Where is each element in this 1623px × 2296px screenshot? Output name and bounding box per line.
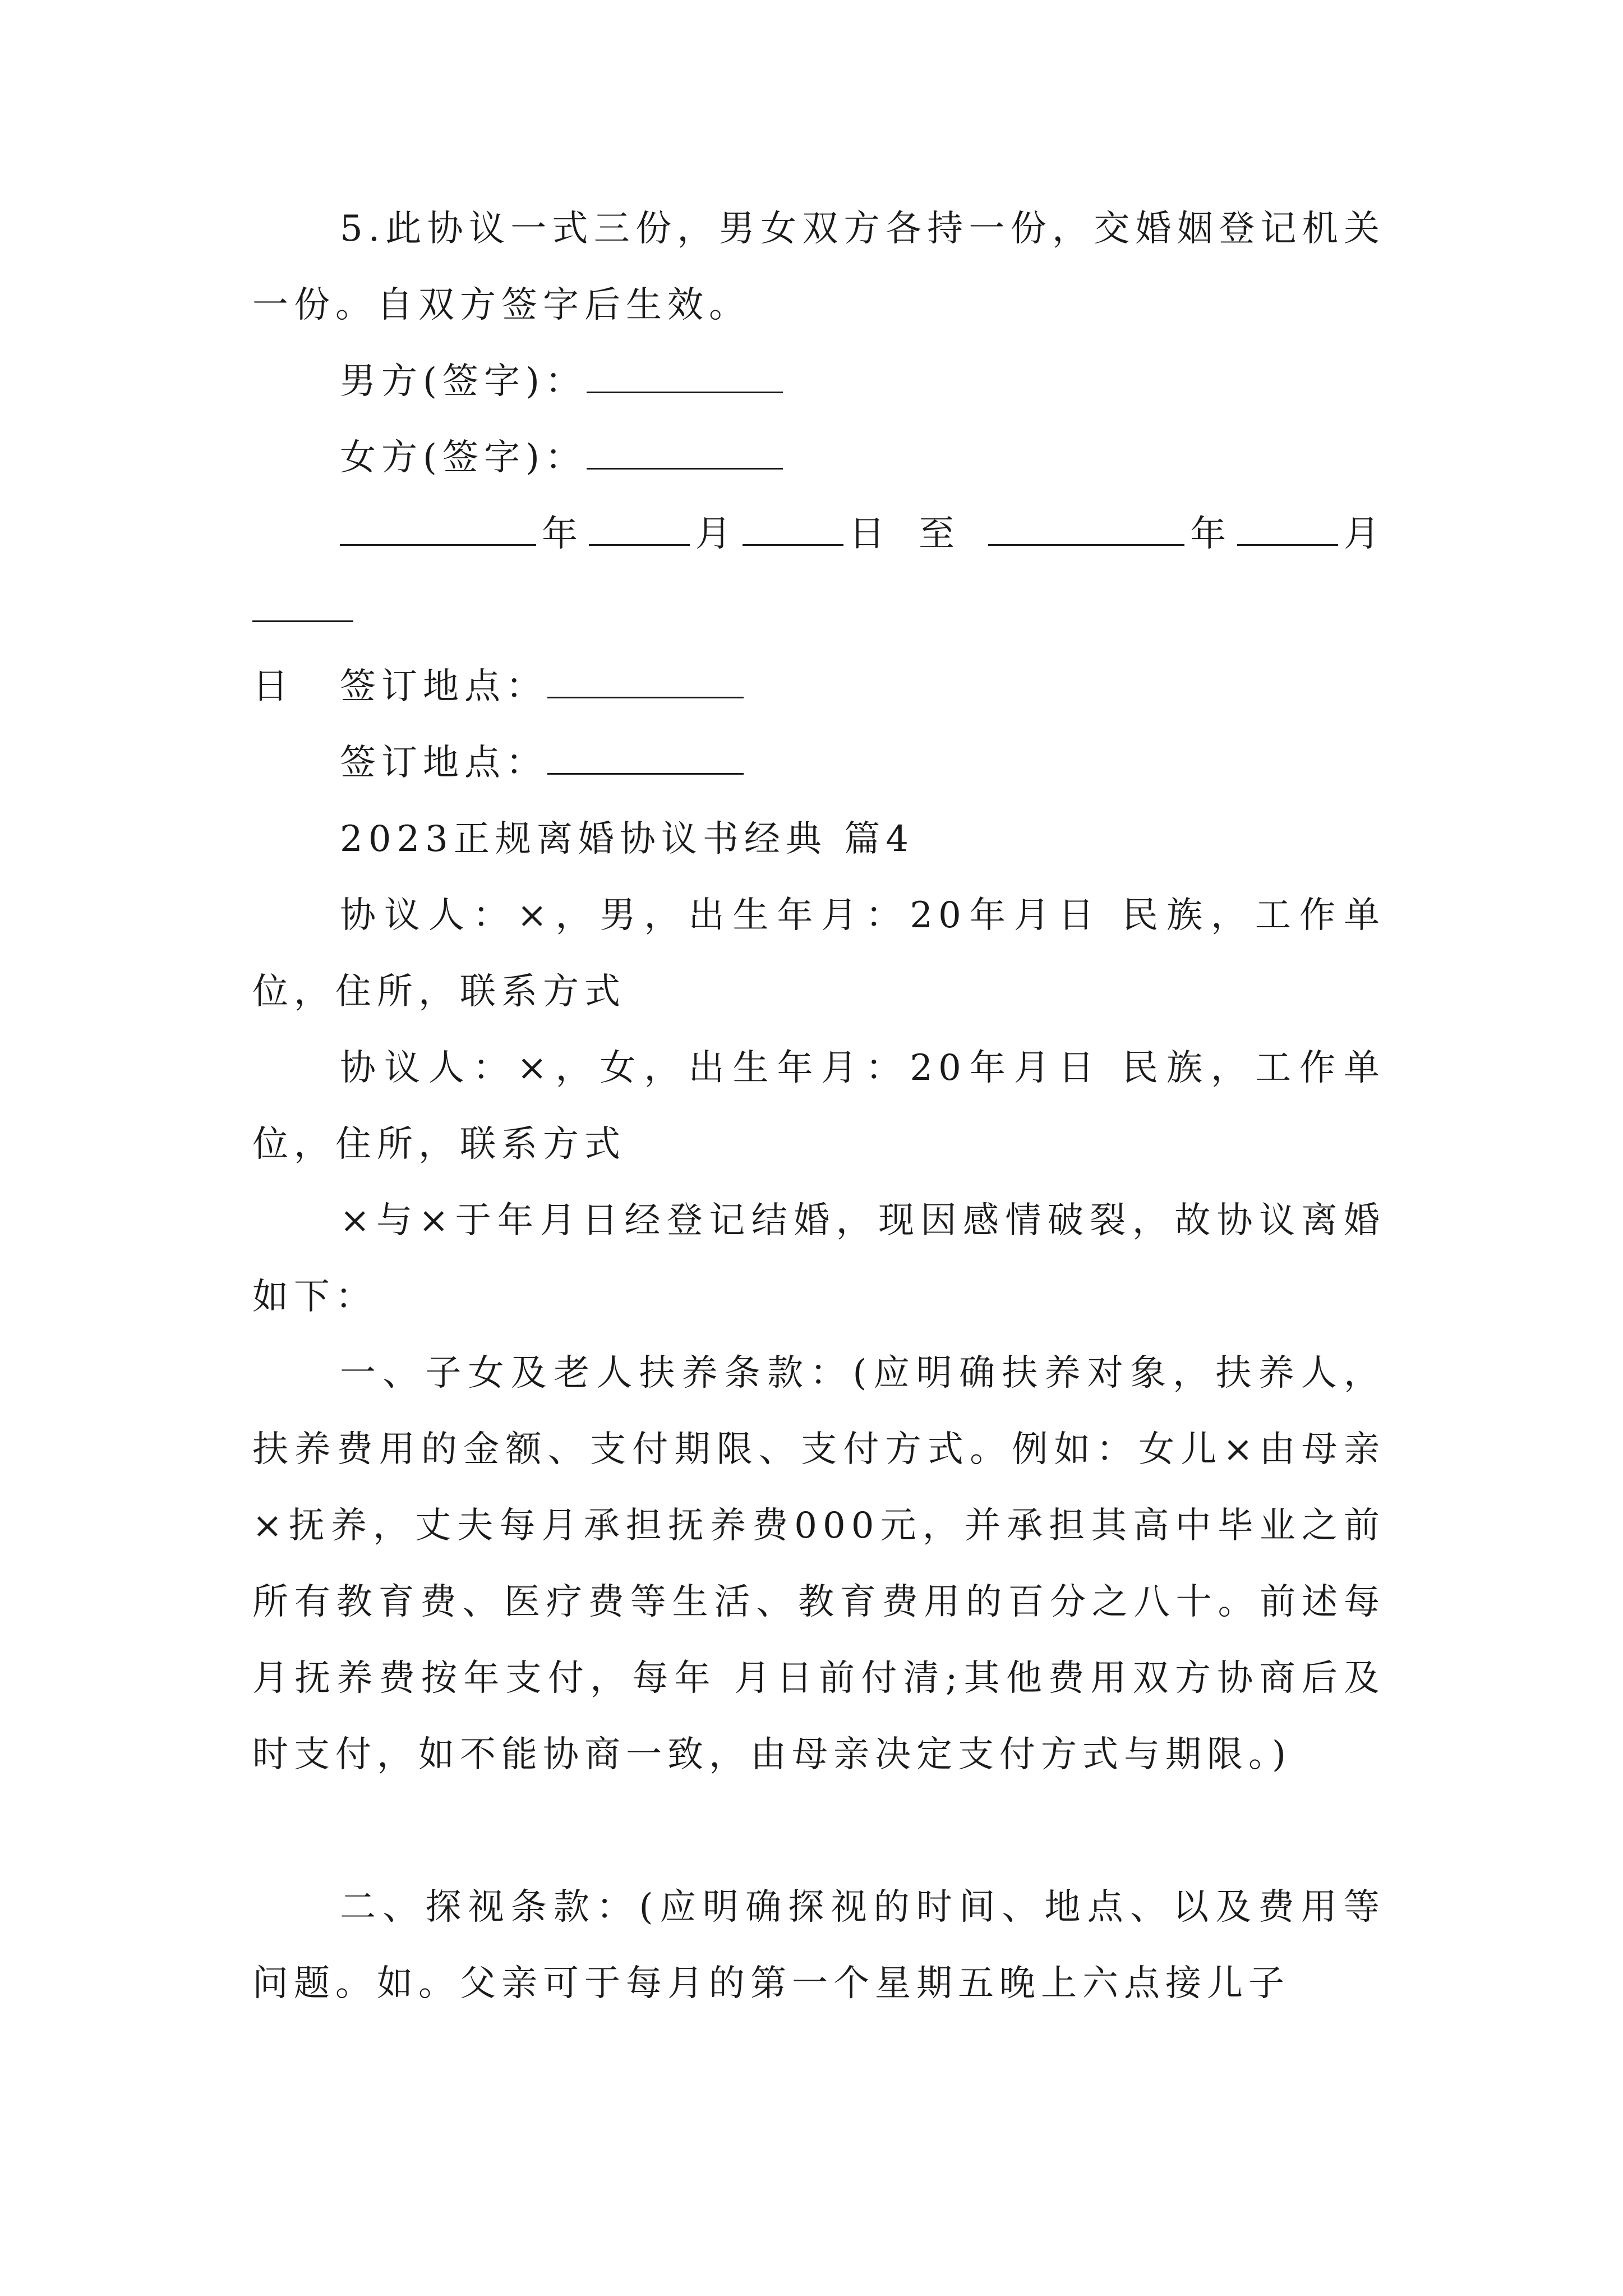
day-label-1: 日 [843,513,896,555]
male-signature-line [252,343,1385,420]
female-signature-line [252,420,1385,496]
month-label-1: 月 [689,513,743,555]
month-blank-2 [1237,510,1338,546]
place-blank-2 [547,739,744,775]
year-label-1: 年 [536,513,589,555]
clause-child-support: 一、子女及老人扶养条款：(应明确扶养对象，扶养人，扶养费用的金额、支付期限、支付方式。例如：女儿×由母亲×抚养，丈夫每月承担抚养费000元，并承担其高中毕业之前所有教育费、医疗费等生活、教育费用的百分之八十。前述每月抚养费按年支付，每年 月日前付清;其他费用双方协商后及时支付，如不能协商一致，由母亲决定支付方式与期限。) [252,1352,1385,1775]
place-blank-1 [547,663,744,698]
section-title: 2023正规离婚协议书经典 篇4 [340,818,914,860]
clause-visitation: 二、探视条款：(应明确探视的时间、地点、以及费用等问题。如。父亲可于每月的第一个星期五晚上六点接儿子 [252,1887,1385,2004]
male-sign-label: 男方(签字)： [340,361,587,402]
year-blank-1 [340,510,536,546]
signing-place-line-1 [252,648,1385,725]
day-label-2: 日 [252,666,294,707]
month-blank-1 [589,510,690,546]
signing-place-line-2 [252,725,1385,801]
year-blank-2 [988,510,1184,546]
male-sign-blank [587,358,783,393]
intro-paragraph: ×与×于年月日经登记结婚，现因感情破裂，故协议离婚如下： [252,1200,1385,1318]
place-label-1: 签订地点： [340,666,547,707]
female-sign-label: 女方(签字)： [340,437,587,478]
party-female: 协议人：×，女，出生年月：20年月日 民族，工作单位，住所，联系方式 [252,1047,1385,1165]
female-sign-blank [587,434,783,470]
day-blank-1 [743,510,843,546]
paragraph-copies: 5.此协议一式三份，男女双方各持一份，交婚姻登记机关一份。自双方签字后生效。 [252,208,1385,326]
to-label: 至 [918,513,966,555]
party-male: 协议人：×，男，出生年月：20年月日 民族，工作单位，住所，联系方式 [252,895,1385,1013]
month-label-2: 月 [1338,513,1386,555]
year-label-2: 年 [1184,513,1238,555]
day-blank-2 [252,587,353,622]
place-label-2: 签订地点： [340,742,547,784]
